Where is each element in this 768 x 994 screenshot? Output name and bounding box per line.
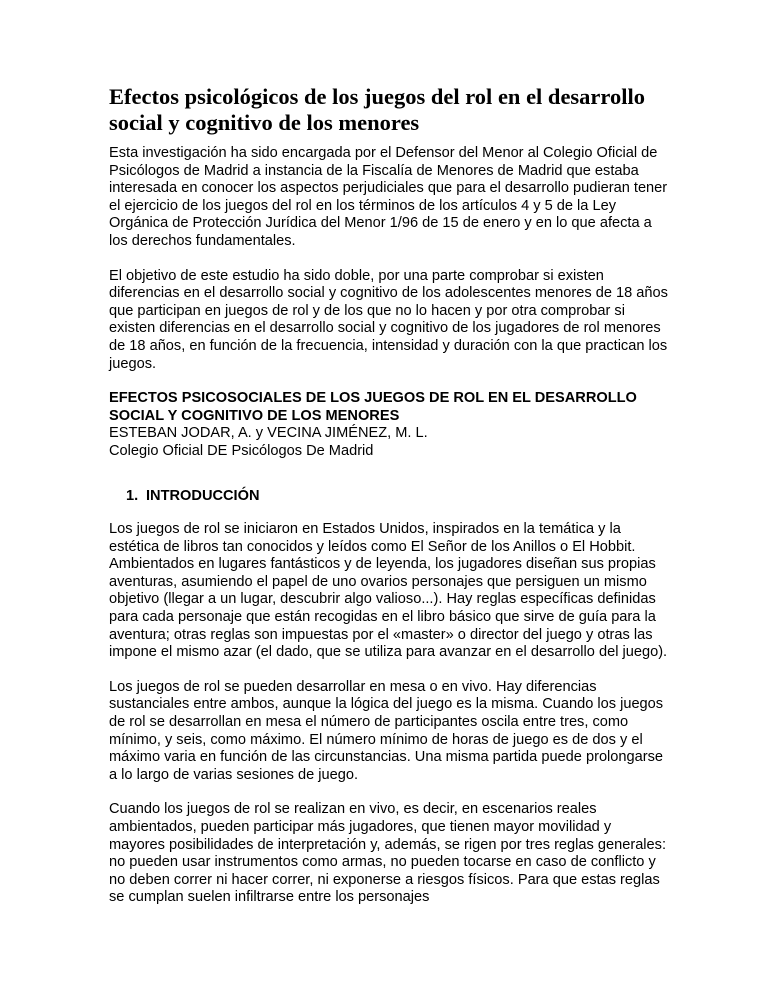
section-paragraph-3: Cuando los juegos de rol se realizan en vivo, es decir, en escenarios reales ambientados, pueden participar más jugadores, que tienen mayor movilidad y mayores posibilidades de interpretación y, además, se rigen por tres reglas generales: no pueden usar instrumentos como armas, no pueden tocarse en caso de conflicto y no deben correr ni hacer correr, ni exponerse a riesgos físicos. Para que estas reglas se cumplan suelen infiltrarse entre los personajes — [109, 801, 667, 906]
document-page — [109, 84, 669, 924]
section-heading — [109, 488, 669, 506]
section-number: 1. — [126, 487, 139, 504]
document-title: Efectos psicológicos de los juegos del rol en el desarrollo social y cognitivo de los menores — [109, 84, 646, 135]
intro-paragraph-1: Esta investigación ha sido encargada por el Defensor del Menor al Colegio Oficial de Psicólogos de Madrid a instancia de la Fiscalía de Menores de Madrid que estaba interesada en conocer los aspectos perjudiciales que para el desarrollo pudieran tener el ejercicio de los juegos del rol en los términos de los artículos 4 y 5 de la Ley Orgánica de Protección Jurídica del Menor 1/96 de 15 de enero y en lo que afecta a los derechos fundamentales. — [109, 145, 668, 249]
section-title: INTRODUCCIÓN — [146, 487, 260, 504]
section-paragraph-1: Los juegos de rol se iniciaron en Estados Unidos, inspirados en la temática y la estética de libros tan conocidos y leídos como El Señor de los Anillos o El Hobbit. Ambientados en lugares fantásticos y de leyenda, los jugadores diseñan sus propias aventuras, asumiendo el papel de uno ovarios personajes que persiguen un mismo objetivo (llegar a un lugar, descubrir algo valioso...). Hay reglas específicas definidas para cada personaje que están recogidas en el libro básico que sirve de guía para la aventura; otras reglas son impuestas por el «master» o director del juego y otras las impone el mismo azar (el dado, que se utiliza para avanzar en el desarrollo del juego). — [109, 521, 668, 661]
study-title: EFECTOS PSICOSOCIALES DE LOS JUEGOS DE ROL EN EL DESARROLLO SOCIAL Y COGNITIVO DE LOS MENORES — [109, 390, 637, 424]
study-reference — [109, 390, 669, 460]
study-institution: Colegio Oficial DE Psicólogos De Madrid — [109, 442, 374, 459]
intro-paragraph-2: El objetivo de este estudio ha sido doble, por una parte comprobar si existen diferencias en el desarrollo social y cognitivo de los adolescentes menores de 18 años que participan en juegos de rol y de los que no lo hacen y por otra comprobar si existen diferencias en el desarrollo social y cognitivo de los jugadores de rol menores de 18 años, en función de la frecuencia, intensidad y duración con la que practican los juegos. — [109, 267, 668, 372]
section-paragraph-2: Los juegos de rol se pueden desarrollar en mesa o en vivo. Hay diferencias sustanciales entre ambos, aunque la lógica del juego es la misma. Cuando los juegos de rol se desarrollan en mesa el número de participantes oscila entre tres, como mínimo, y seis, como máximo. El número mínimo de horas de juego es de dos y el máximo varia en función de las circunstancias. Una misma partida puede prolongarse a lo largo de varias sesiones de juego. — [109, 678, 664, 783]
study-authors: ESTEBAN JODAR, A. y VECINA JIMÉNEZ, M. L. — [109, 425, 428, 442]
